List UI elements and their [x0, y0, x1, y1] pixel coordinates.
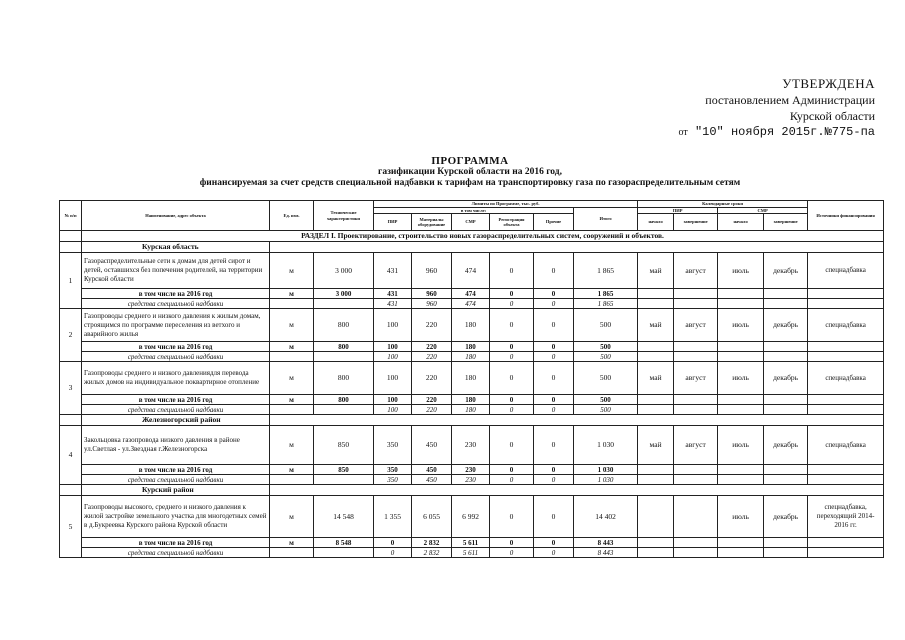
row-smr-start: июль: [718, 309, 764, 342]
table-fund-row: [60, 352, 884, 362]
row-smr: 180: [452, 362, 490, 395]
row-total: 1 030: [574, 426, 638, 465]
hdr-materials: Материалы оборудование: [412, 214, 452, 231]
row-smr-end: декабрь: [764, 426, 808, 465]
row-name: Газопроводы среднего и низкого давлениядля перевода жилых домов на индивидуальное поквартирное отопление: [82, 362, 270, 395]
row-other: 0: [534, 362, 574, 395]
approval-number: №775-па: [824, 125, 875, 139]
rows-group-2: [60, 426, 884, 485]
row-name: Газораспределительные сети к домам для детей сирот и детей, оставшихся без попечения родителей, на территории Курской области: [82, 253, 270, 289]
table-fund-row: [60, 475, 884, 485]
row-pir: 1 355: [374, 496, 412, 538]
hdr-incl: в том числе:: [374, 207, 574, 214]
approval-title: УТВЕРЖДЕНА: [782, 76, 875, 91]
subtotal-label: в том числе на 2016 год: [82, 342, 270, 352]
row-other: 0: [534, 253, 574, 289]
row-pir-end: август: [674, 426, 718, 465]
row-total: 1 865: [574, 253, 638, 289]
table-fund-row: [60, 299, 884, 309]
subtotal-empty-cell: [638, 289, 674, 299]
fund-empty-cell: [314, 548, 374, 558]
fund-empty-cell: [808, 548, 884, 558]
fund-empty-cell: [808, 475, 884, 485]
row-mat: 450: [412, 426, 452, 465]
fund-smr: 474: [452, 299, 490, 309]
hdr-pir: ПИР: [374, 214, 412, 231]
district-num-cell: [60, 485, 82, 496]
row-pir: 100: [374, 309, 412, 342]
row-pir-end: август: [674, 309, 718, 342]
fund-reg: 0: [490, 352, 534, 362]
row-name: Газопроводы среднего и низкого давления к жилым домам, строящимся по программе переселения из ветхого и аварийного жилья: [82, 309, 270, 342]
fund-empty-cell: [270, 475, 314, 485]
row-pir: 431: [374, 253, 412, 289]
fund-empty-cell: [674, 299, 718, 309]
row-pir-start: [638, 496, 674, 538]
fund-label: средства специальной надбавки: [82, 475, 270, 485]
subtotal-mat: 2 832: [412, 538, 452, 548]
subtotal-empty-cell: [674, 538, 718, 548]
row-source: спецнадбавка, переходящий 2014-2016 гг.: [808, 496, 884, 538]
hdr-other: Прочие: [534, 214, 574, 231]
row-smr-start: июль: [718, 496, 764, 538]
subtotal-empty-cell: [764, 395, 808, 405]
row-other: 0: [534, 496, 574, 538]
subtotal-smr: 180: [452, 395, 490, 405]
fund-empty-cell: [808, 299, 884, 309]
table-row: [60, 496, 884, 538]
fund-empty-cell: [314, 352, 374, 362]
fund-mat: 220: [412, 352, 452, 362]
row-other: 0: [534, 426, 574, 465]
subtotal-pir: 100: [374, 342, 412, 352]
program-subtitle2: финансируемая за счет средств специальной надбавки к тарифам на транспортировку газа по газораспределительным сетям: [199, 178, 741, 188]
row-reg: 0: [490, 496, 534, 538]
fund-empty-cell: [314, 299, 374, 309]
fund-empty-cell: [718, 405, 764, 415]
subtotal-empty-cell: [808, 538, 884, 548]
program-title: ПРОГРАММА: [431, 155, 509, 167]
row-pir: 350: [374, 426, 412, 465]
program-table: [59, 200, 884, 558]
subtotal-pir: 0: [374, 538, 412, 548]
subtotal-empty-cell: [638, 538, 674, 548]
subtotal-unit: м: [270, 538, 314, 548]
row-tech: 14 548: [314, 496, 374, 538]
subtotal-pir: 100: [374, 395, 412, 405]
fund-empty-cell: [270, 352, 314, 362]
subtotal-smr: 5 611: [452, 538, 490, 548]
rows-group-1: [60, 253, 884, 415]
approval-date: [635, 124, 875, 141]
subtotal-empty-cell: [764, 289, 808, 299]
district-empty-cell: [270, 485, 884, 496]
row-unit: м: [270, 309, 314, 342]
fund-empty-cell: [808, 352, 884, 362]
subtotal-empty-cell: [674, 342, 718, 352]
program-titles: [60, 156, 880, 189]
row-pir-end: [674, 496, 718, 538]
approval-date-text: "10" ноября 2015г.: [694, 125, 825, 139]
row-num: 3: [60, 362, 82, 415]
fund-smr: 5 611: [452, 548, 490, 558]
fund-smr: 180: [452, 405, 490, 415]
row-num: 5: [60, 496, 82, 558]
hdr-total: Итого: [574, 207, 638, 231]
subtotal-other: 0: [534, 538, 574, 548]
fund-pir: 350: [374, 475, 412, 485]
row-smr: 6 992: [452, 496, 490, 538]
subtotal-empty-cell: [718, 289, 764, 299]
fund-other: 0: [534, 405, 574, 415]
row-reg: 0: [490, 253, 534, 289]
fund-other: 0: [534, 548, 574, 558]
row-name: Закольцовка газопровода низкого давления в районе ул.Светлая - ул.Звездная г.Железногорска: [82, 426, 270, 465]
subtotal-unit: м: [270, 342, 314, 352]
subtotal-empty-cell: [764, 538, 808, 548]
row-pir-start: май: [638, 426, 674, 465]
hdr-unit: Ед. изм.: [270, 201, 314, 231]
row-smr-end: декабрь: [764, 309, 808, 342]
subtotal-empty-cell: [674, 465, 718, 475]
rows-group-3: [60, 496, 884, 558]
subtotal-empty-cell: [764, 342, 808, 352]
fund-mat: 2 832: [412, 548, 452, 558]
subtotal-other: 0: [534, 465, 574, 475]
subtotal-empty-cell: [718, 395, 764, 405]
fund-pir: 0: [374, 548, 412, 558]
hdr-cal-smr: СМР: [718, 207, 808, 214]
subtotal-tech: 8 548: [314, 538, 374, 548]
fund-total: 1 030: [574, 475, 638, 485]
row-pir-start: май: [638, 362, 674, 395]
row-num: 4: [60, 426, 82, 485]
row-name: Газопроводы высокого, среднего и низкого давления к жилой застройке земельного участка для многодетных семей в д.Букреевка Курского района Курской области: [82, 496, 270, 538]
fund-total: 500: [574, 405, 638, 415]
fund-mat: 450: [412, 475, 452, 485]
subtotal-mat: 450: [412, 465, 452, 475]
table-row: [60, 362, 884, 395]
row-mat: 220: [412, 309, 452, 342]
subtotal-tech: 850: [314, 465, 374, 475]
fund-pir: 431: [374, 299, 412, 309]
fund-empty-cell: [764, 405, 808, 415]
row-unit: м: [270, 362, 314, 395]
fund-smr: 180: [452, 352, 490, 362]
section-num-cell: [60, 231, 82, 242]
subtotal-mat: 220: [412, 395, 452, 405]
fund-empty-cell: [718, 475, 764, 485]
fund-empty-cell: [764, 352, 808, 362]
subtotal-reg: 0: [490, 465, 534, 475]
fund-other: 0: [534, 352, 574, 362]
hdr-limit-group: Лимиты по Программе, тыс. руб.: [374, 201, 638, 208]
row-smr-end: декабрь: [764, 253, 808, 289]
hdr-pir-start: начало: [638, 214, 674, 231]
subtotal-unit: м: [270, 395, 314, 405]
hdr-cal-pir: ПИР: [638, 207, 718, 214]
fund-reg: 0: [490, 299, 534, 309]
subtotal-tech: 3 000: [314, 289, 374, 299]
fund-label: средства специальной надбавки: [82, 405, 270, 415]
hdr-smr-start: начало: [718, 214, 764, 231]
table-subtotal-row: [60, 538, 884, 548]
hdr-tech: Технические характеристики: [314, 201, 374, 231]
subtotal-mat: 960: [412, 289, 452, 299]
table-fund-row: [60, 405, 884, 415]
subtotal-unit: м: [270, 289, 314, 299]
district-num-cell: [60, 242, 82, 253]
row-pir-start: май: [638, 253, 674, 289]
section-title: РАЗДЕЛ I. Проектирование, строительство новых газораспределительных систем, сооружений и объектов.: [82, 231, 884, 242]
subtotal-empty-cell: [638, 465, 674, 475]
fund-empty-cell: [638, 405, 674, 415]
row-smr-start: июль: [718, 253, 764, 289]
subtotal-empty-cell: [764, 465, 808, 475]
hdr-smr: СМР: [452, 214, 490, 231]
row-reg: 0: [490, 362, 534, 395]
row-mat: 220: [412, 362, 452, 395]
fund-empty-cell: [808, 405, 884, 415]
fund-other: 0: [534, 475, 574, 485]
row-unit: м: [270, 496, 314, 538]
subtotal-empty-cell: [638, 342, 674, 352]
row-tech: 800: [314, 362, 374, 395]
fund-pir: 100: [374, 352, 412, 362]
row-total: 500: [574, 309, 638, 342]
fund-smr: 230: [452, 475, 490, 485]
row-pir-end: август: [674, 253, 718, 289]
row-source: спецнадбавка: [808, 362, 884, 395]
row-num: 1: [60, 253, 82, 309]
district-empty-cell: [270, 415, 884, 426]
hdr-smr-end: завершение: [764, 214, 808, 231]
fund-mat: 220: [412, 405, 452, 415]
approval-block: [635, 76, 875, 141]
subtotal-total: 1 030: [574, 465, 638, 475]
program-subtitle: газификации Курской области на 2016 год,: [378, 167, 562, 177]
fund-mat: 960: [412, 299, 452, 309]
fund-empty-cell: [674, 352, 718, 362]
subtotal-label: в том числе на 2016 год: [82, 465, 270, 475]
subtotal-reg: 0: [490, 395, 534, 405]
subtotal-tech: 800: [314, 395, 374, 405]
fund-total: 1 865: [574, 299, 638, 309]
table-subtotal-row: [60, 289, 884, 299]
row-reg: 0: [490, 426, 534, 465]
subtotal-other: 0: [534, 289, 574, 299]
fund-empty-cell: [314, 475, 374, 485]
fund-empty-cell: [674, 548, 718, 558]
row-pir-start: май: [638, 309, 674, 342]
fund-empty-cell: [764, 475, 808, 485]
fund-label: средства специальной надбавки: [82, 352, 270, 362]
subtotal-unit: м: [270, 465, 314, 475]
row-reg: 0: [490, 309, 534, 342]
hdr-registration: Регистрация объекта: [490, 214, 534, 231]
subtotal-empty-cell: [674, 289, 718, 299]
subtotal-empty-cell: [718, 538, 764, 548]
fund-reg: 0: [490, 475, 534, 485]
row-pir-end: август: [674, 362, 718, 395]
row-mat: 6 055: [412, 496, 452, 538]
district-empty-cell: [270, 242, 884, 253]
district-kursk-region: Курская область: [82, 242, 270, 253]
district-num-cell: [60, 415, 82, 426]
subtotal-empty-cell: [638, 395, 674, 405]
fund-empty-cell: [314, 405, 374, 415]
row-source: спецнадбавка: [808, 253, 884, 289]
fund-empty-cell: [270, 548, 314, 558]
hdr-calendar: Календарные сроки: [638, 201, 808, 208]
fund-other: 0: [534, 299, 574, 309]
row-unit: м: [270, 426, 314, 465]
subtotal-reg: 0: [490, 289, 534, 299]
fund-empty-cell: [638, 352, 674, 362]
approval-line2: Курской области: [789, 109, 875, 123]
row-num: 2: [60, 309, 82, 362]
fund-empty-cell: [638, 475, 674, 485]
district-kursk: Курский район: [82, 485, 270, 496]
row-pir: 100: [374, 362, 412, 395]
subtotal-tech: 800: [314, 342, 374, 352]
subtotal-smr: 474: [452, 289, 490, 299]
row-other: 0: [534, 309, 574, 342]
hdr-pir-end: завершение: [674, 214, 718, 231]
table-row: [60, 253, 884, 289]
fund-empty-cell: [764, 548, 808, 558]
subtotal-smr: 180: [452, 342, 490, 352]
subtotal-empty-cell: [674, 395, 718, 405]
fund-empty-cell: [638, 299, 674, 309]
approval-date-prefix: от: [678, 127, 688, 138]
row-mat: 960: [412, 253, 452, 289]
row-source: спецнадбавка: [808, 309, 884, 342]
subtotal-empty-cell: [808, 289, 884, 299]
fund-total: 8 443: [574, 548, 638, 558]
fund-empty-cell: [718, 299, 764, 309]
subtotal-label: в том числе на 2016 год: [82, 289, 270, 299]
fund-empty-cell: [270, 299, 314, 309]
fund-empty-cell: [638, 548, 674, 558]
hdr-sources: Источники финансирования: [808, 201, 884, 231]
row-smr: 180: [452, 309, 490, 342]
fund-empty-cell: [270, 405, 314, 415]
approval-line1: постановлением Администрации: [705, 93, 875, 107]
fund-empty-cell: [674, 405, 718, 415]
table-fund-row: [60, 548, 884, 558]
row-total: 500: [574, 362, 638, 395]
fund-empty-cell: [718, 352, 764, 362]
subtotal-reg: 0: [490, 342, 534, 352]
fund-empty-cell: [764, 299, 808, 309]
subtotal-total: 1 865: [574, 289, 638, 299]
row-smr-end: декабрь: [764, 496, 808, 538]
fund-empty-cell: [718, 548, 764, 558]
row-smr-start: июль: [718, 426, 764, 465]
table-row: [60, 426, 884, 465]
row-smr-start: июль: [718, 362, 764, 395]
table-subtotal-row: [60, 395, 884, 405]
subtotal-total: 8 443: [574, 538, 638, 548]
fund-label: средства специальной надбавки: [82, 548, 270, 558]
district-zheleznogorsk: Железногорский район: [82, 415, 270, 426]
subtotal-reg: 0: [490, 538, 534, 548]
row-tech: 3 000: [314, 253, 374, 289]
hdr-name: Наименование, адрес объекта: [82, 201, 270, 231]
subtotal-label: в том числе на 2016 год: [82, 395, 270, 405]
subtotal-other: 0: [534, 342, 574, 352]
row-total: 14 402: [574, 496, 638, 538]
fund-total: 500: [574, 352, 638, 362]
table-subtotal-row: [60, 465, 884, 475]
subtotal-total: 500: [574, 342, 638, 352]
row-unit: м: [270, 253, 314, 289]
fund-empty-cell: [674, 475, 718, 485]
subtotal-empty-cell: [718, 465, 764, 475]
hdr-num: № п/п: [60, 201, 82, 231]
subtotal-mat: 220: [412, 342, 452, 352]
row-smr: 230: [452, 426, 490, 465]
row-tech: 800: [314, 309, 374, 342]
table-row: [60, 309, 884, 342]
row-tech: 850: [314, 426, 374, 465]
subtotal-smr: 230: [452, 465, 490, 475]
row-smr-end: декабрь: [764, 362, 808, 395]
row-source: спецнадбавка: [808, 426, 884, 465]
subtotal-label: в том числе на 2016 год: [82, 538, 270, 548]
subtotal-pir: 350: [374, 465, 412, 475]
row-smr: 474: [452, 253, 490, 289]
subtotal-total: 500: [574, 395, 638, 405]
subtotal-other: 0: [534, 395, 574, 405]
fund-pir: 100: [374, 405, 412, 415]
subtotal-empty-cell: [808, 342, 884, 352]
subtotal-empty-cell: [718, 342, 764, 352]
table-subtotal-row: [60, 342, 884, 352]
fund-reg: 0: [490, 405, 534, 415]
fund-label: средства специальной надбавки: [82, 299, 270, 309]
subtotal-pir: 431: [374, 289, 412, 299]
subtotal-empty-cell: [808, 465, 884, 475]
subtotal-empty-cell: [808, 395, 884, 405]
fund-reg: 0: [490, 548, 534, 558]
